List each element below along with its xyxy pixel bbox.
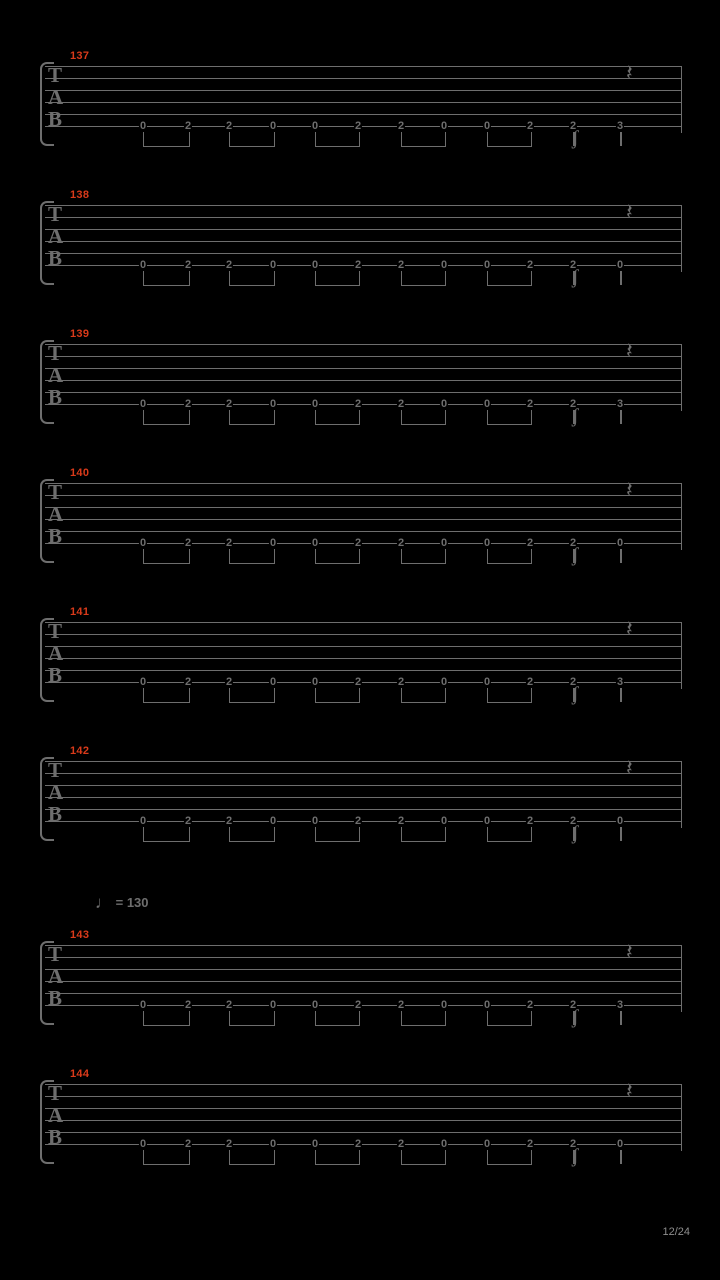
fret-number: 3	[616, 999, 624, 1011]
fret-number: 0	[311, 537, 319, 549]
beam-group	[401, 827, 446, 842]
staff	[40, 939, 682, 1028]
tab-clef-letter: A	[48, 85, 64, 109]
beam-group	[143, 1011, 190, 1026]
fret-number: 2	[354, 398, 362, 410]
tab-clef-letter: T	[48, 202, 63, 226]
measure-number: 137	[70, 50, 90, 62]
fret-number: 2	[354, 120, 362, 132]
string-line	[45, 945, 682, 946]
string-line	[45, 981, 682, 982]
note-stem	[620, 410, 622, 424]
beam-group	[315, 132, 360, 147]
tempo-note-icon: ♩	[95, 893, 112, 912]
fret-number: 2	[569, 999, 577, 1011]
fret-number: 2	[526, 676, 534, 688]
barline	[681, 945, 682, 1012]
tab-system	[0, 467, 720, 577]
staff	[40, 60, 682, 149]
fret-number: 2	[526, 537, 534, 549]
fret-number: 2	[354, 537, 362, 549]
beam-group	[315, 549, 360, 564]
fret-number: 0	[483, 398, 491, 410]
fret-number: 2	[225, 1138, 233, 1150]
beam-group	[487, 271, 532, 286]
beam-group	[229, 1011, 275, 1026]
rest-symbol: 𝄽	[626, 616, 633, 641]
string-line	[45, 1120, 682, 1121]
eighth-flag-icon: ʃ	[572, 544, 579, 566]
fret-number: 0	[139, 815, 147, 827]
string-line	[45, 797, 682, 798]
note-stem	[620, 688, 622, 702]
fret-number: 2	[397, 815, 405, 827]
tempo-value: = 130	[115, 895, 149, 910]
tab-system	[0, 929, 720, 1039]
fret-number: 2	[569, 259, 577, 271]
fret-number: 2	[526, 120, 534, 132]
fret-number: 0	[139, 537, 147, 549]
string-line	[45, 483, 682, 484]
staff	[40, 616, 682, 705]
fret-number: 0	[440, 259, 448, 271]
fret-number: 0	[311, 1138, 319, 1150]
fret-number: 2	[225, 259, 233, 271]
measure-number: 143	[70, 929, 90, 941]
fret-number: 0	[616, 1138, 624, 1150]
tab-clef-letter: T	[48, 758, 63, 782]
measure-number: 142	[70, 745, 90, 757]
string-line	[45, 241, 682, 242]
tab-clef-letter: A	[48, 964, 64, 988]
measure-number: 140	[70, 467, 90, 479]
tab-clef	[48, 759, 63, 825]
beam-group	[487, 688, 532, 703]
fret-number: 0	[616, 259, 624, 271]
rest-symbol: 𝄽	[626, 939, 633, 964]
fret-number: 2	[184, 815, 192, 827]
tab-system	[0, 189, 720, 299]
string-line	[45, 229, 682, 230]
tab-clef	[48, 620, 63, 686]
beam-group	[143, 410, 190, 425]
fret-number: 0	[440, 815, 448, 827]
beam-group	[401, 549, 446, 564]
note-stem	[620, 271, 622, 285]
tab-clef-letter: T	[48, 619, 63, 643]
string-line	[45, 114, 682, 115]
string-line	[45, 66, 682, 67]
fret-number: 2	[397, 120, 405, 132]
beam-group	[315, 410, 360, 425]
tab-clef-letter: A	[48, 641, 64, 665]
staff	[40, 1078, 682, 1167]
fret-number: 2	[354, 999, 362, 1011]
rest-symbol: 𝄽	[626, 477, 633, 502]
note-stem	[620, 132, 622, 146]
fret-number: 2	[354, 815, 362, 827]
string-line	[45, 1096, 682, 1097]
tab-clef-letter: T	[48, 942, 63, 966]
fret-number: 2	[184, 120, 192, 132]
fret-number: 2	[569, 537, 577, 549]
note-stem	[620, 827, 622, 841]
tempo-marking	[95, 893, 149, 913]
rest-symbol: 𝄽	[626, 338, 633, 363]
fret-number: 0	[269, 398, 277, 410]
string-line	[45, 531, 682, 532]
barline	[681, 622, 682, 689]
tab-clef	[48, 203, 63, 269]
tab-clef-letter: B	[48, 107, 63, 131]
note-stem	[620, 1011, 622, 1025]
measure-number: 139	[70, 328, 90, 340]
beam-group	[315, 1150, 360, 1165]
tab-clef-letter: T	[48, 63, 63, 87]
tab-system	[0, 50, 720, 160]
beam-group	[143, 549, 190, 564]
fret-number: 2	[397, 1138, 405, 1150]
beam-group	[315, 688, 360, 703]
string-line	[45, 785, 682, 786]
tab-clef-letter: A	[48, 363, 64, 387]
fret-number: 0	[139, 259, 147, 271]
fret-number: 0	[616, 815, 624, 827]
fret-number: 2	[397, 537, 405, 549]
beam-group	[401, 271, 446, 286]
beam-group	[487, 827, 532, 842]
tab-clef	[48, 342, 63, 408]
eighth-flag-icon: ʃ	[572, 822, 579, 844]
beam-group	[315, 827, 360, 842]
fret-number: 2	[225, 676, 233, 688]
fret-number: 0	[483, 537, 491, 549]
eighth-flag-icon: ʃ	[572, 405, 579, 427]
fret-number: 2	[526, 259, 534, 271]
tab-clef-letter: B	[48, 385, 63, 409]
string-line	[45, 102, 682, 103]
fret-number: 0	[269, 1138, 277, 1150]
staff	[40, 477, 682, 566]
fret-number: 0	[483, 676, 491, 688]
beam-group	[401, 688, 446, 703]
beam-group	[315, 1011, 360, 1026]
string-line	[45, 809, 682, 810]
fret-number: 2	[526, 398, 534, 410]
tab-clef	[48, 64, 63, 130]
string-line	[45, 253, 682, 254]
tab-clef	[48, 1082, 63, 1148]
string-line	[45, 380, 682, 381]
string-line	[45, 670, 682, 671]
fret-number: 0	[139, 1138, 147, 1150]
eighth-flag-icon: ʃ	[572, 266, 579, 288]
fret-number: 2	[225, 815, 233, 827]
beam-group	[143, 827, 190, 842]
beam-group	[143, 688, 190, 703]
beam-group	[229, 1150, 275, 1165]
beam-group	[315, 271, 360, 286]
fret-number: 2	[569, 398, 577, 410]
fret-number: 2	[225, 120, 233, 132]
tab-clef	[48, 943, 63, 1009]
string-line	[45, 78, 682, 79]
fret-number: 0	[139, 120, 147, 132]
fret-number: 3	[616, 676, 624, 688]
rest-symbol: 𝄽	[626, 1078, 633, 1103]
string-line	[45, 622, 682, 623]
fret-number: 3	[616, 398, 624, 410]
tab-clef-letter: A	[48, 502, 64, 526]
fret-number: 0	[311, 120, 319, 132]
barline	[681, 761, 682, 828]
string-line	[45, 217, 682, 218]
fret-number: 0	[483, 999, 491, 1011]
beam-group	[229, 132, 275, 147]
fret-number: 0	[311, 999, 319, 1011]
fret-number: 0	[483, 1138, 491, 1150]
barline	[681, 66, 682, 133]
staff	[40, 755, 682, 844]
string-line	[45, 969, 682, 970]
beam-group	[229, 688, 275, 703]
measure-number: 144	[70, 1068, 90, 1080]
beam-group	[487, 549, 532, 564]
beam-group	[143, 132, 190, 147]
fret-number: 0	[139, 999, 147, 1011]
beam-group	[229, 827, 275, 842]
fret-number: 0	[311, 398, 319, 410]
barline	[681, 1084, 682, 1151]
fret-number: 2	[526, 815, 534, 827]
fret-number: 0	[269, 815, 277, 827]
fret-number: 2	[225, 537, 233, 549]
string-line	[45, 495, 682, 496]
string-line	[45, 1132, 682, 1133]
string-line	[45, 344, 682, 345]
fret-number: 2	[397, 259, 405, 271]
tab-clef-letter: T	[48, 1081, 63, 1105]
beam-group	[487, 410, 532, 425]
tab-clef-letter: B	[48, 986, 63, 1010]
barline	[681, 344, 682, 411]
rest-symbol: 𝄽	[626, 60, 633, 85]
tab-clef	[48, 481, 63, 547]
fret-number: 0	[311, 815, 319, 827]
string-line	[45, 519, 682, 520]
tab-clef-letter: T	[48, 341, 63, 365]
fret-number: 2	[569, 676, 577, 688]
fret-number: 2	[526, 999, 534, 1011]
fret-number: 0	[483, 120, 491, 132]
string-line	[45, 957, 682, 958]
tab-clef-letter: B	[48, 802, 63, 826]
eighth-flag-icon: ʃ	[572, 683, 579, 705]
fret-number: 2	[397, 398, 405, 410]
fret-number: 0	[440, 999, 448, 1011]
string-line	[45, 634, 682, 635]
fret-number: 2	[569, 815, 577, 827]
string-line	[45, 368, 682, 369]
beam-group	[229, 410, 275, 425]
fret-number: 0	[616, 537, 624, 549]
fret-number: 2	[184, 259, 192, 271]
page-number: 12/24	[662, 1226, 690, 1238]
rest-symbol: 𝄽	[626, 755, 633, 780]
string-line	[45, 993, 682, 994]
fret-number: 0	[269, 259, 277, 271]
barline	[681, 483, 682, 550]
tab-clef-letter: B	[48, 663, 63, 687]
fret-number: 0	[311, 259, 319, 271]
beam-group	[143, 271, 190, 286]
tab-clef-letter: A	[48, 224, 64, 248]
beam-group	[401, 410, 446, 425]
string-line	[45, 392, 682, 393]
string-line	[45, 205, 682, 206]
note-stem	[620, 549, 622, 563]
tab-clef-letter: A	[48, 1103, 64, 1127]
eighth-flag-icon: ʃ	[572, 1145, 579, 1167]
measure-number: 138	[70, 189, 90, 201]
fret-number: 0	[440, 120, 448, 132]
beam-group	[143, 1150, 190, 1165]
tab-clef-letter: A	[48, 780, 64, 804]
eighth-flag-icon: ʃ	[572, 127, 579, 149]
string-line	[45, 658, 682, 659]
fret-number: 0	[483, 259, 491, 271]
fret-number: 0	[269, 120, 277, 132]
fret-number: 0	[440, 398, 448, 410]
tab-system	[0, 606, 720, 716]
eighth-flag-icon: ʃ	[572, 1006, 579, 1028]
beam-group	[487, 1011, 532, 1026]
staff	[40, 338, 682, 427]
fret-number: 2	[184, 1138, 192, 1150]
fret-number: 2	[184, 537, 192, 549]
tab-system	[0, 1068, 720, 1178]
fret-number: 2	[397, 676, 405, 688]
tab-clef-letter: T	[48, 480, 63, 504]
fret-number: 0	[139, 676, 147, 688]
fret-number: 2	[184, 398, 192, 410]
string-line	[45, 761, 682, 762]
fret-number: 0	[440, 676, 448, 688]
string-line	[45, 646, 682, 647]
beam-group	[229, 271, 275, 286]
fret-number: 2	[397, 999, 405, 1011]
fret-number: 2	[184, 676, 192, 688]
measure-number: 141	[70, 606, 90, 618]
fret-number: 0	[269, 999, 277, 1011]
string-line	[45, 1108, 682, 1109]
fret-number: 0	[311, 676, 319, 688]
rest-symbol: 𝄽	[626, 199, 633, 224]
beam-group	[487, 132, 532, 147]
string-line	[45, 90, 682, 91]
string-line	[45, 1084, 682, 1085]
fret-number: 2	[526, 1138, 534, 1150]
fret-number: 0	[483, 815, 491, 827]
string-line	[45, 507, 682, 508]
fret-number: 2	[225, 999, 233, 1011]
fret-number: 2	[354, 676, 362, 688]
tab-system	[0, 745, 720, 855]
barline	[681, 205, 682, 272]
tab-system	[0, 328, 720, 438]
beam-group	[487, 1150, 532, 1165]
fret-number: 2	[569, 1138, 577, 1150]
beam-group	[401, 1150, 446, 1165]
beam-group	[401, 132, 446, 147]
beam-group	[229, 549, 275, 564]
beam-group	[401, 1011, 446, 1026]
fret-number: 2	[184, 999, 192, 1011]
fret-number: 0	[269, 537, 277, 549]
fret-number: 2	[225, 398, 233, 410]
fret-number: 0	[440, 537, 448, 549]
fret-number: 0	[440, 1138, 448, 1150]
fret-number: 2	[354, 1138, 362, 1150]
fret-number: 3	[616, 120, 624, 132]
string-line	[45, 356, 682, 357]
tab-clef-letter: B	[48, 524, 63, 548]
fret-number: 2	[354, 259, 362, 271]
tab-clef-letter: B	[48, 1125, 63, 1149]
fret-number: 2	[569, 120, 577, 132]
fret-number: 0	[139, 398, 147, 410]
staff	[40, 199, 682, 288]
string-line	[45, 773, 682, 774]
tab-clef-letter: B	[48, 246, 63, 270]
note-stem	[620, 1150, 622, 1164]
fret-number: 0	[269, 676, 277, 688]
